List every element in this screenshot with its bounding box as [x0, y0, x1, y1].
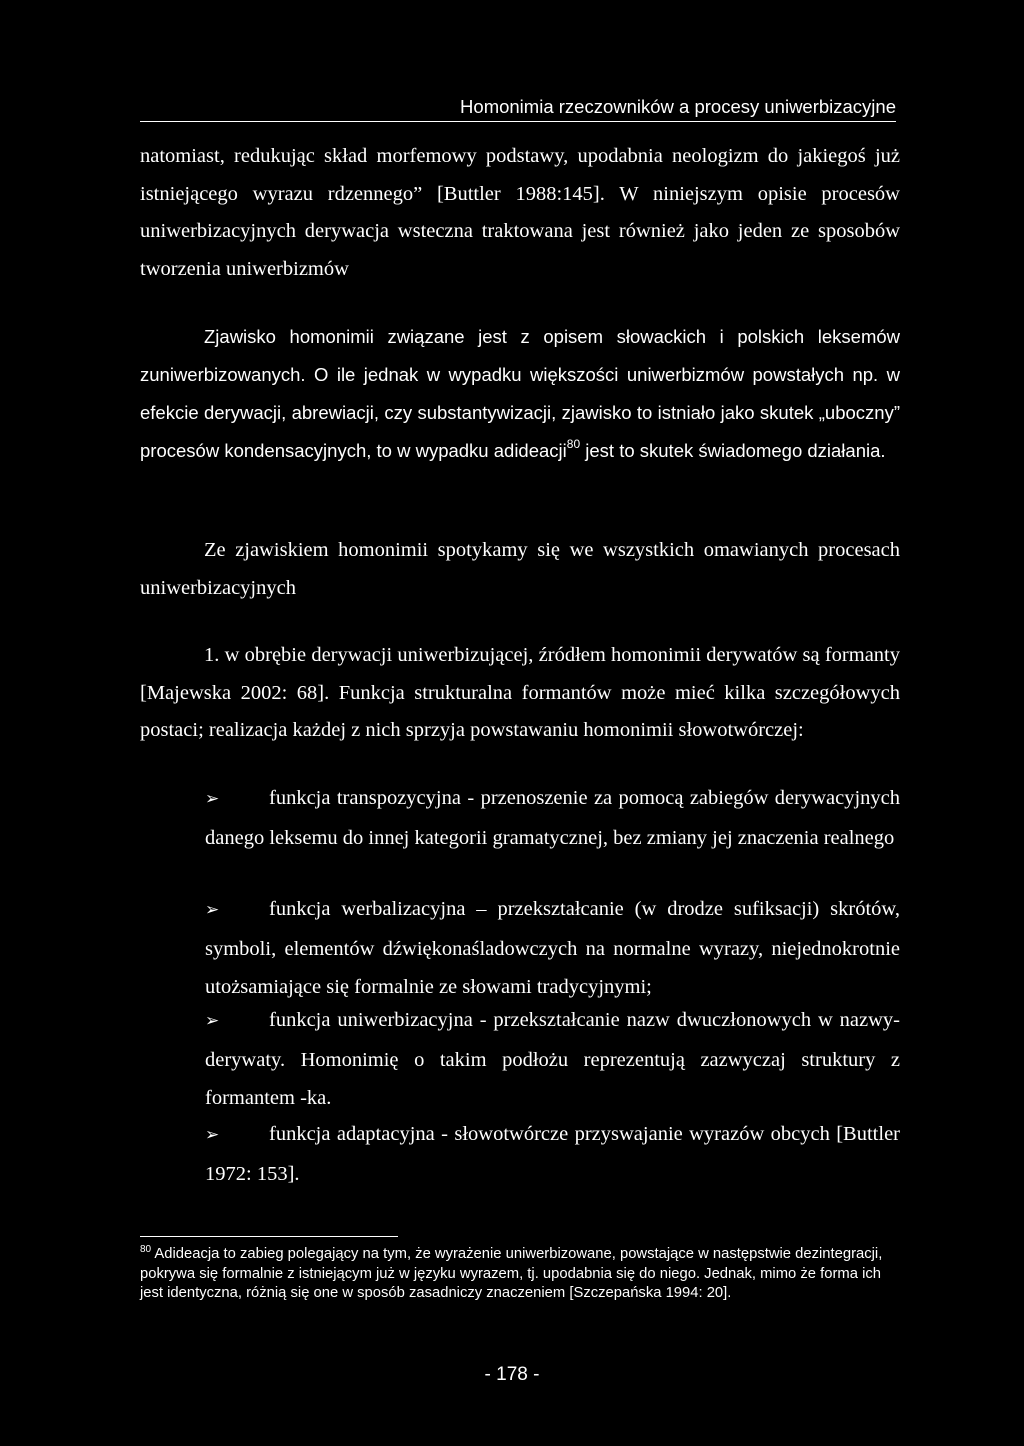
footnote-text: Adideacja to zabieg polegający na tym, że wyrażenie uniwerbizowane, powstające w następstwie dezintegracji, pokrywa się formalnie z istniejącym już w języku wyrazem, tj. upodabnia się do niego. Jednak, mimo że forma ich jest identyczna, różnią się one w sposób zasadniczy znaczeniem [Szczepańska 1994: 20].: [140, 1246, 883, 1302]
paragraph-2-text-end: jest to skutek świadomego działania.: [580, 440, 886, 461]
arrow-bullet-icon: ➢: [205, 789, 220, 809]
running-header: Homonimia rzeczowników a procesy uniwerbizacyjne: [460, 96, 896, 117]
list-item-adaptacyjna: [205, 1115, 900, 1193]
arrow-bullet-icon: ➢: [205, 1011, 220, 1031]
paragraph-3: Ze zjawiskiem homonimii spotykamy się we wszystkich omawianych procesach uniwerbizacyjnych: [140, 539, 900, 599]
footnote-number: 80: [140, 1244, 152, 1255]
arrow-bullet-icon: ➢: [205, 1125, 220, 1145]
list-item-text: funkcja uniwerbizacyjna - przekształcanie nazw dwuczłonowych w nazwy- derywaty. Homonimię o takim podłożu reprezentują zazwyczaj struktury z formantem -ka.: [205, 1009, 900, 1109]
header-rule: [140, 121, 896, 122]
paragraph-2-text: Zjawisko homonimii związane jest z opisem słowackich i polskich leksemów zuniwerbizowanych. O ile jednak w wypadku większości uniwerbizmów powstałych np. w efekcie derywacji, abrewiacji, czy substantywizacji, zjawisko to istniało jako skutek „uboczny” procesów kondensacyjnych, to w wypadku adideacji: [140, 326, 900, 461]
arrow-bullet-icon: ➢: [205, 900, 220, 920]
list-item-text: funkcja werbalizacyjna – przekształcanie (w drodze sufiksacji) skrótów, symboli, elementów dźwiękonaśladowczych na normalne wyrazy, niejednokrotnie utożsamiające się formalnie ze słowami tradycyjnymi;: [205, 898, 900, 998]
list-item-text: funkcja adaptacyjna - słowotwórcze przyswajanie wyrazów obcych [Buttler 1972: 153].: [205, 1123, 900, 1185]
footnote-ref-80[interactable]: 80: [566, 437, 581, 451]
list-item-transpozycyjna: [205, 779, 900, 857]
footnote-separator: [140, 1236, 398, 1237]
paragraph-1: natomiast, redukując skład morfemowy podstawy, upodabnia neologizm do jakiegoś już istniejącego wyrazu rdzennego” [Buttler 1988:145]. W niniejszym opisie procesów uniwerbizacyjnych derywacja wsteczna traktowana jest również jako jeden ze sposobów tworzenia uniwerbizmów: [140, 145, 900, 280]
footnote-80: [140, 1245, 900, 1304]
list-intro-paragraph: 1. w obrębie derywacji uniwerbizującej, źródłem homonimii derywatów są formanty [Majewska 2002: 68]. Funkcja strukturalna formantów może mieć kilka szczegółowych postaci; realizacja każdej z nich sprzyja powstawaniu homonimii słowotwórczej:: [140, 644, 900, 741]
paragraph-2: [140, 318, 900, 470]
list-item-uniwerbizacyjna: [205, 1001, 900, 1118]
list-item-werbalizacyjna: [205, 890, 900, 1007]
list-item-text: funkcja transpozycyjna - przenoszenie za pomocą zabiegów derywacyjnych danego leksemu do innej kategorii gramatycznej, bez zmiany jej znaczenia realnego: [205, 787, 900, 849]
page-number: - 178 -: [484, 1364, 540, 1385]
